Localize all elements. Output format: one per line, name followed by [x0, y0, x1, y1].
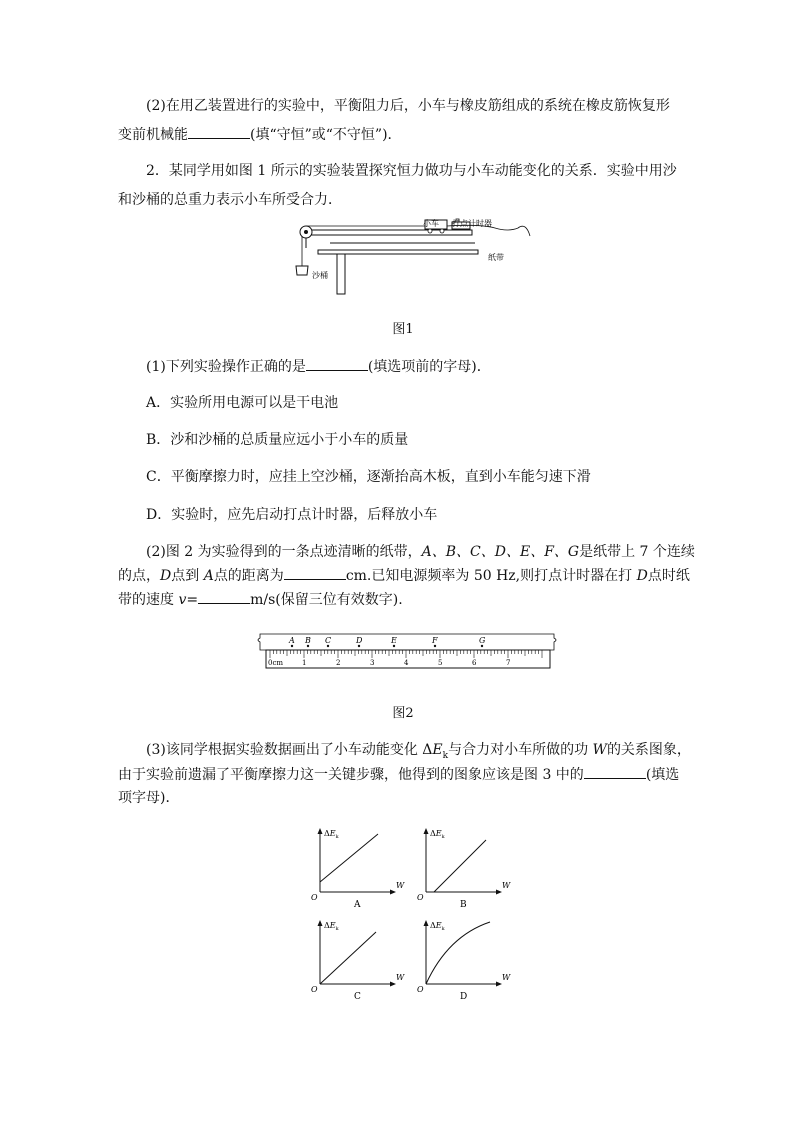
- ruler-tick-label: 7: [506, 659, 511, 667]
- panel-label: D: [460, 992, 468, 1002]
- cart-label: 小车: [423, 219, 439, 228]
- tape-point-label: D: [356, 636, 363, 645]
- ruler-tick-label: 6: [472, 659, 477, 667]
- graph-line: [320, 834, 378, 882]
- tape-dot: [434, 645, 436, 647]
- ruler-tick-label: 4: [404, 659, 409, 667]
- ruler-tick-label: 5: [438, 659, 443, 667]
- figure-1-apparatus: [290, 218, 535, 300]
- sand-bucket: [296, 266, 308, 275]
- option-c: C．平衡摩擦力时，应挂上空沙桶，逐渐抬高木板，直到小车能匀速下滑: [146, 469, 591, 485]
- answer-blank-4[interactable]: [198, 589, 250, 604]
- ruler-tick-label: 3: [370, 659, 375, 667]
- answer-blank-1[interactable]: [188, 124, 250, 139]
- q1-part2-prefix: (2)在用乙装置进行的实验中，平衡阻力后，小车与橡皮筋组成的系统在橡皮筋恢复形变前机械能: [118, 98, 670, 143]
- option-d: D．实验时，应先启动打点计时器，后释放小车: [146, 507, 438, 523]
- x-axis-label: W: [502, 881, 511, 890]
- timer-label: 打点计时器: [452, 219, 492, 228]
- panel-label: B: [460, 900, 467, 910]
- x-axis-label: W: [502, 973, 511, 982]
- tape-dot: [481, 645, 483, 647]
- tape-dot: [291, 645, 293, 647]
- q1-part2-suffix: (填“守恒”或“不守恒”)．: [250, 127, 402, 143]
- board: [302, 230, 472, 235]
- graph-panel-b: [417, 828, 511, 910]
- origin-label: O: [417, 985, 424, 994]
- figure-2-ruler: [256, 632, 560, 674]
- tape-outline: [258, 634, 556, 650]
- y-axis-label: $\Delta E_k$: [430, 921, 445, 932]
- answer-blank-5[interactable]: [584, 764, 646, 779]
- panel-label: A: [354, 900, 361, 910]
- tape-point-label: F: [432, 636, 438, 645]
- x-axis-label: W: [396, 881, 405, 890]
- tape-point-label: C: [325, 636, 332, 645]
- tape-point-label: B: [305, 636, 311, 645]
- bucket-label: 沙桶: [312, 271, 328, 280]
- tape-dot: [327, 645, 329, 647]
- tape-label: 纸带: [488, 253, 504, 262]
- ruler-tick-label: 2: [336, 659, 341, 667]
- y-axis-label: $\Delta E_k$: [430, 829, 445, 840]
- graph-panel-c: [311, 920, 405, 1002]
- tape-dot: [393, 645, 395, 647]
- graph-panel-a: [311, 828, 405, 910]
- ruler-tick-label: 1: [302, 659, 307, 667]
- tape-point-label: G: [479, 636, 486, 645]
- part3-line2: 由于实验前遗漏了平衡摩擦力这一关键步骤，他得到的图象应该是图 3 中的 (填选: [118, 764, 679, 785]
- option-a: A．实验所用电源可以是干电池: [146, 395, 339, 411]
- option-b: B．沙和沙桶的总质量应远小于小车的质量: [146, 432, 409, 448]
- table-leg: [337, 254, 345, 294]
- graph-line: [426, 922, 490, 984]
- origin-label: O: [311, 893, 318, 902]
- panel-label: C: [354, 992, 361, 1002]
- q2-intro: 2．某同学用如图 1 所示的实验装置探究恒力做功与小车动能变化的关系．实验中用沙和沙桶的总重力表示小车所受合力．: [118, 163, 677, 208]
- graph-line: [320, 932, 376, 984]
- part3-line3: 项字母)．: [118, 790, 180, 806]
- part2-line3: 带的速度 v= m/s(保留三位有效数字).: [118, 589, 403, 610]
- graph-line: [434, 840, 486, 892]
- y-axis-label: $\Delta E_k$: [324, 921, 339, 932]
- graph-panel-d: [417, 920, 511, 1002]
- tape-point-label: E: [391, 636, 397, 645]
- x-axis-label: W: [396, 973, 405, 982]
- table-top: [318, 250, 478, 254]
- origin-label: O: [311, 985, 318, 994]
- tape-dot: [358, 645, 360, 647]
- part1-question: (1)下列实验操作正确的是 (填选项前的字母)．: [146, 356, 491, 377]
- q1-part2-text: [118, 92, 678, 150]
- part2-line2: 的点，D点到 A点的距离为 cm.已知电源频率为 50 Hz,则打点计时器在打 D点时纸: [118, 565, 690, 586]
- figure-3-graphs: [306, 824, 516, 1010]
- tape-point-label: A: [289, 636, 295, 645]
- figure-2-caption: 图2: [392, 706, 414, 721]
- answer-blank-3[interactable]: [284, 565, 346, 580]
- y-axis-label: $\Delta E_k$: [324, 829, 339, 840]
- origin-label: O: [417, 893, 424, 902]
- tape-dot: [307, 645, 309, 647]
- part2-line1: (2)图 2 为实验得到的一条点迹清晰的纸带，A、B、C、D、E、F、G是纸带上 7 个连续: [146, 544, 695, 560]
- part3-line1: (3)该同学根据实验数据画出了小车动能变化 $\Delta E_k$与合力对小车所做的功 W的关系图象，: [146, 742, 691, 761]
- ruler-tick-label: 0cm: [268, 659, 284, 667]
- answer-blank-2[interactable]: [306, 356, 368, 371]
- figure-1-caption: 图1: [392, 322, 414, 337]
